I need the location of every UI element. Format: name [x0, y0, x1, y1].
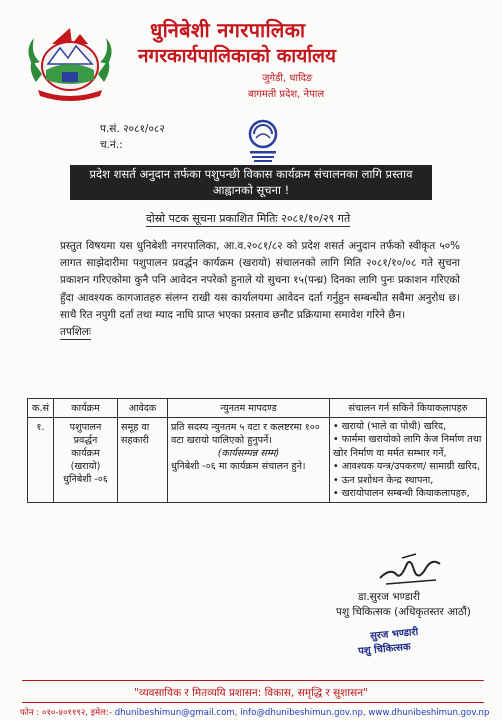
- footer-slogan: "व्यवसायिक र मितव्ययि प्रशासन: विकास, समृद्धि र सुशासन": [134, 687, 368, 699]
- program-line: (खरायो): [70, 461, 101, 472]
- table-row: [28, 418, 487, 503]
- publication-date: दोस्रो पटक सूचना प्रकाशित मितिः २०८१/१०/२९ गते: [146, 212, 351, 225]
- dispatch-number: च.नं.:: [100, 139, 123, 151]
- signatory-name: डा.सुरज भण्डारी: [358, 591, 420, 603]
- applicant-line: समूह वा: [121, 422, 150, 433]
- footer-divider: [22, 702, 484, 703]
- office-badge-icon: [242, 118, 284, 166]
- footer-divider: [22, 680, 484, 681]
- criteria-ward: धुनिबेशी -०६ मा कार्यक्रम संचालन हुने।: [171, 461, 306, 472]
- program-line: धुनिबेशी -०६: [63, 474, 108, 485]
- program-line: कार्यक्रम: [71, 448, 100, 459]
- list-item: • फार्ममा खरायोको लागि केज निर्माण तथा खोर निर्माण वा मर्मत सम्भार गर्ने,: [333, 434, 482, 459]
- signature-image: [376, 548, 446, 588]
- row-program: [54, 418, 118, 503]
- list-item: • खरायो (भाले वा पोथी) खरिद,: [333, 421, 447, 432]
- stamp-name: सुरज भण्डारी: [369, 626, 419, 643]
- program-line: प्रवर्द्धन: [73, 435, 98, 446]
- footer-website-link[interactable]: www.dhunibeshimun.gov.np: [368, 708, 490, 718]
- col-header-criteria: न्युनतम मापदण्ड: [168, 399, 330, 418]
- col-header-program: कार्यक्रम: [54, 399, 118, 418]
- col-header-sn: क.सं: [28, 399, 54, 418]
- footer-email-link[interactable]: info@dhunibeshimun.gov.np: [240, 708, 363, 718]
- applicant-line: सहकारी: [121, 435, 149, 446]
- footer-phone: फोन : ०१०-४०११९२, इमेल:-: [20, 708, 112, 718]
- criteria-main: प्रति सदस्य न्युनतम ५ वटा र कलष्टरमा १०० वटा खरायो पालिएको हुनुपर्ने।: [171, 422, 320, 446]
- details-label: तपशिलः: [60, 326, 92, 338]
- office-province: बागमती प्रदेश, नेपाल: [248, 89, 325, 100]
- activities-list: [333, 420, 483, 500]
- col-header-applicant: आवेदक: [118, 399, 168, 418]
- official-stamp: [352, 624, 446, 662]
- footer-contact: फोन : ०१०-४०११९२, इमेल:- dhunibeshimun@gmail.com, info@dhunibeshimun.gov.np, www.dhunibeshimun.gov.np: [20, 708, 490, 718]
- row-criteria: [168, 418, 330, 503]
- municipality-name: धुनिबेशी नगरपालिका: [150, 18, 306, 42]
- office-name: नगरकार्यपालिकाको कार्यालय: [138, 45, 337, 67]
- office-location: जुगेडी, धादिङ: [262, 73, 313, 84]
- notice-title-banner: प्रदेश शसर्त अनुदान तर्फका पशुपन्छी विकास कार्यक्रम संचालनका लागि प्रस्ताव आह्वानको सूचना !: [70, 165, 432, 200]
- stamp-title: पशु चिकित्सक: [357, 641, 411, 658]
- criteria-note: (कार्यसम्पन्न सम्म): [217, 448, 280, 459]
- row-sn: १.: [28, 418, 54, 503]
- program-line: पशुपालन: [69, 422, 102, 433]
- list-item: • ऊन प्रशोधन केन्द्र स्थापना,: [333, 474, 434, 486]
- table-header-row: [28, 399, 487, 418]
- list-item: • खरायोपालन सम्बन्धी कियाकलापहरु,: [333, 488, 470, 500]
- row-applicant: [118, 418, 168, 503]
- program-table: [27, 398, 487, 503]
- reference-number: प.सं. २०८१/०८२: [100, 123, 165, 135]
- signatory-designation: पशु चिकित्सक (अधिकृतस्तर आठौं): [336, 606, 471, 618]
- list-item: • आवश्यक यन्त्र/उपकरण/ सामाग्री खरिद,: [333, 461, 480, 473]
- row-activities: [330, 418, 487, 503]
- notice-body: प्रस्तुत विषयमा यस धुनिबेशी नगरपालिका, आ.व.२०८१/८२ को प्रदेश शसर्त अनुदान तर्फको स्वीकृत ५०% लागत साझेदारीमा पशुपालन प्रवर्द्धन कार्यक्रम (खरायो) संचालनको लागि मिति २०८१/१०/०८ गते सुचना प्रकाशन गरिएकोमा कुनै पनि आवेदन नपरेको हुनाले यो सुचना १५(पन्ध्र) दिनका लागि पुनः प्रकाशन गरिएको हुँदा आवश्यक कागजातहरु संलग्न राखी यस कार्यालयमा आवेदन दर्ता गर्नुहुन सम्बन्धीत सबैमा अनुरोध छ। साथै रित नपुगी दर्ता तथा म्याद नाघि प्राप्त भएका प्रस्ताव छनौट प्रक्रियामा समावेश गरिने छैन।: [60, 240, 460, 321]
- footer-email-link[interactable]: dhunibeshimun@gmail.com: [114, 708, 235, 718]
- col-header-activities: संचालन गर्न सकिने कियाकलापहरु: [330, 399, 487, 418]
- municipality-emblem: [22, 24, 118, 104]
